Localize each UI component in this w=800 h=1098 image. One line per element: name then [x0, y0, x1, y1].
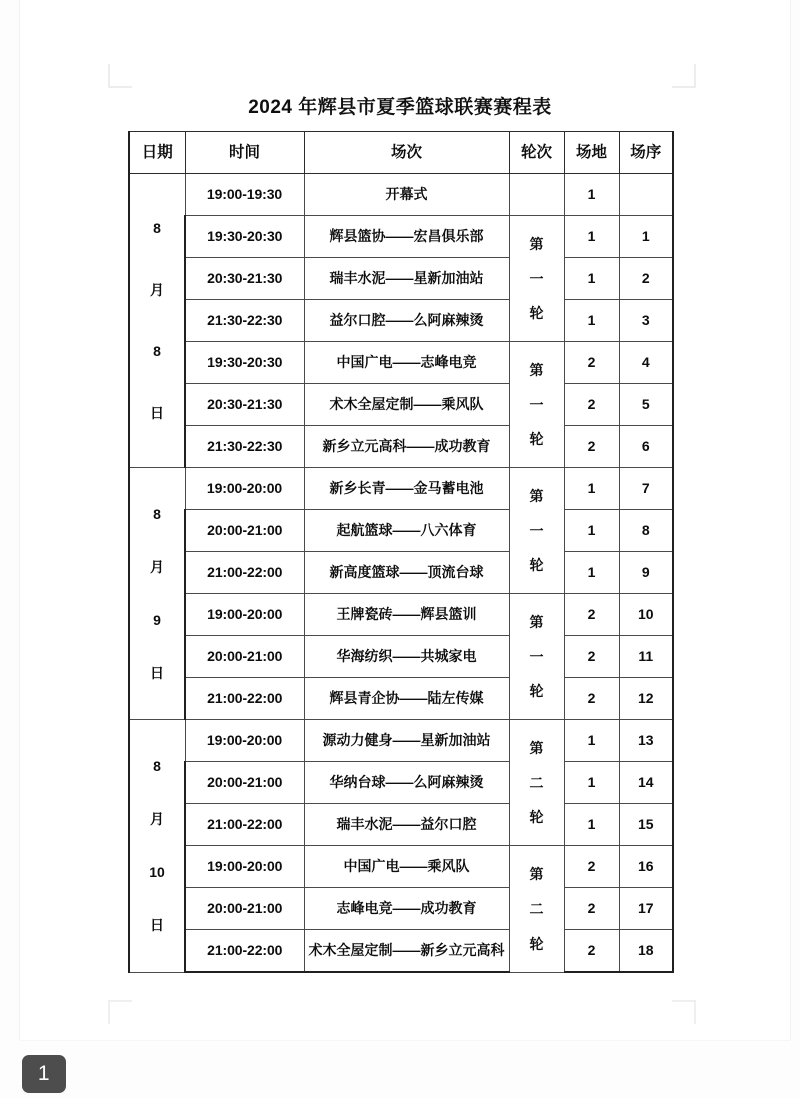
table-header — [129, 132, 673, 174]
cell-venue: 2 — [564, 426, 619, 468]
cell-round — [509, 846, 564, 973]
cell-order: 12 — [619, 678, 673, 720]
table-row — [129, 804, 673, 846]
cell-venue: 2 — [564, 342, 619, 384]
cell-order: 18 — [619, 930, 673, 973]
schedule-table — [128, 131, 674, 973]
cell-venue: 1 — [564, 468, 619, 510]
column-header-date: 日期 — [129, 132, 185, 174]
page-title: 2024 年辉县市夏季篮球联赛赛程表 — [248, 97, 552, 118]
cell-order: 6 — [619, 426, 673, 468]
cell-match: 王牌瓷砖——辉县篮训 — [304, 594, 509, 636]
cell-time: 21:30-22:30 — [185, 300, 304, 342]
cell-venue: 1 — [564, 720, 619, 762]
cell-venue: 2 — [564, 930, 619, 973]
cell-match: 瑞丰水泥——益尔口腔 — [304, 804, 509, 846]
cell-match: 华海纺织——共城家电 — [304, 636, 509, 678]
column-header-venue: 场地 — [564, 132, 619, 174]
column-header-time: 时间 — [185, 132, 304, 174]
table-row — [129, 216, 673, 258]
cell-time: 20:00-21:00 — [185, 888, 304, 930]
cell-round — [509, 342, 564, 468]
table-row — [129, 846, 673, 888]
column-header-round: 轮次 — [509, 132, 564, 174]
cell-order: 16 — [619, 846, 673, 888]
date-line: 日 — [150, 917, 164, 934]
table-row — [129, 720, 673, 762]
cell-round — [509, 216, 564, 342]
cell-round — [509, 468, 564, 594]
date-line: 10 — [149, 864, 165, 881]
cell-venue: 2 — [564, 846, 619, 888]
cell-round — [509, 594, 564, 720]
cell-order: 4 — [619, 342, 673, 384]
round-line: 二 — [529, 900, 544, 917]
cell-venue: 1 — [564, 552, 619, 594]
page-number-badge: 1 — [22, 1055, 66, 1093]
cell-time: 21:00-22:00 — [185, 930, 304, 973]
table-row — [129, 678, 673, 720]
cell-venue: 1 — [564, 300, 619, 342]
table-body — [129, 174, 673, 973]
round-line: 轮 — [529, 809, 544, 826]
cell-order — [619, 174, 673, 216]
cell-order: 5 — [619, 384, 673, 426]
round-line: 一 — [529, 522, 544, 539]
table-row — [129, 300, 673, 342]
cell-match: 新高度篮球——顶流台球 — [304, 552, 509, 594]
cell-time: 21:00-22:00 — [185, 804, 304, 846]
cell-match: 中国广电——志峰电竞 — [304, 342, 509, 384]
cell-venue: 1 — [564, 216, 619, 258]
date-line: 日 — [150, 404, 164, 421]
cell-order: 10 — [619, 594, 673, 636]
cell-match: 新乡长青——金马蓄电池 — [304, 468, 509, 510]
cell-venue: 1 — [564, 174, 619, 216]
cell-venue: 2 — [564, 636, 619, 678]
cell-match: 中国广电——乘风队 — [304, 846, 509, 888]
cell-time: 21:30-22:30 — [185, 426, 304, 468]
cell-time: 20:30-21:30 — [185, 384, 304, 426]
cell-match: 术木全屋定制——乘风队 — [304, 384, 509, 426]
cell-time: 19:00-19:30 — [185, 174, 304, 216]
cell-match: 源动力健身——星新加油站 — [304, 720, 509, 762]
cell-venue: 2 — [564, 678, 619, 720]
table-row — [129, 384, 673, 426]
date-line: 月 — [150, 811, 164, 828]
cell-venue: 1 — [564, 804, 619, 846]
cell-time: 21:00-22:00 — [185, 552, 304, 594]
cell-order: 3 — [619, 300, 673, 342]
cell-venue: 1 — [564, 258, 619, 300]
table-row — [129, 552, 673, 594]
round-line: 第 — [529, 865, 544, 882]
cell-match: 起航篮球——八六体育 — [304, 510, 509, 552]
cell-venue: 2 — [564, 594, 619, 636]
cell-match: 新乡立元高科——成功教育 — [304, 426, 509, 468]
round-line: 第 — [529, 361, 544, 378]
date-line: 8 — [153, 506, 161, 522]
round-line: 一 — [529, 396, 544, 413]
cell-match: 辉县青企协——陆左传媒 — [304, 678, 509, 720]
date-line: 月 — [150, 281, 164, 298]
round-line: 第 — [529, 235, 544, 252]
cell-order: 11 — [619, 636, 673, 678]
cell-time: 19:30-20:30 — [185, 342, 304, 384]
cell-time: 21:00-22:00 — [185, 678, 304, 720]
round-line: 第 — [529, 613, 544, 630]
table-row — [129, 636, 673, 678]
table-row — [129, 468, 673, 510]
cell-order: 13 — [619, 720, 673, 762]
cell-round — [509, 174, 564, 216]
cell-time: 19:30-20:30 — [185, 216, 304, 258]
column-header-match: 场次 — [304, 132, 509, 174]
round-line: 一 — [529, 648, 544, 665]
cell-venue: 1 — [564, 762, 619, 804]
cell-match: 开幕式 — [304, 174, 509, 216]
table-row — [129, 174, 673, 216]
cell-venue: 2 — [564, 888, 619, 930]
cell-order: 17 — [619, 888, 673, 930]
cell-match: 术木全屋定制——新乡立元高科 — [304, 930, 509, 973]
round-line: 轮 — [529, 935, 544, 952]
table-header-row — [129, 132, 673, 174]
date-line: 月 — [150, 559, 164, 575]
cell-round — [509, 720, 564, 846]
cell-order: 15 — [619, 804, 673, 846]
cell-order: 7 — [619, 468, 673, 510]
round-line: 二 — [529, 774, 544, 791]
cell-time: 19:00-20:00 — [185, 468, 304, 510]
cell-venue: 1 — [564, 510, 619, 552]
cell-date — [129, 468, 185, 720]
cell-time: 20:00-21:00 — [185, 762, 304, 804]
round-line: 轮 — [529, 305, 544, 322]
date-line: 日 — [150, 665, 164, 681]
cell-date — [129, 174, 185, 468]
cell-order: 8 — [619, 510, 673, 552]
date-line: 9 — [153, 612, 161, 628]
column-header-order: 场序 — [619, 132, 673, 174]
round-line: 轮 — [529, 431, 544, 448]
table-row — [129, 342, 673, 384]
table-row — [129, 594, 673, 636]
cell-time: 20:30-21:30 — [185, 258, 304, 300]
round-line: 第 — [529, 739, 544, 756]
cell-match: 辉县篮协——宏昌俱乐部 — [304, 216, 509, 258]
round-line: 轮 — [529, 557, 544, 574]
round-line: 第 — [529, 487, 544, 504]
cell-time: 20:00-21:00 — [185, 636, 304, 678]
cell-match: 志峰电竞——成功教育 — [304, 888, 509, 930]
table-row — [129, 510, 673, 552]
cell-match: 瑞丰水泥——星新加油站 — [304, 258, 509, 300]
table-row — [129, 762, 673, 804]
cell-time: 19:00-20:00 — [185, 846, 304, 888]
table-row — [129, 930, 673, 973]
cell-time: 20:00-21:00 — [185, 510, 304, 552]
table-row — [129, 426, 673, 468]
date-line: 8 — [153, 343, 161, 360]
cell-match: 益尔口腔——么阿麻辣烫 — [304, 300, 509, 342]
cell-order: 1 — [619, 216, 673, 258]
cell-match: 华纳台球——么阿麻辣烫 — [304, 762, 509, 804]
cell-order: 2 — [619, 258, 673, 300]
cell-time: 19:00-20:00 — [185, 594, 304, 636]
date-line: 8 — [153, 220, 161, 237]
cell-date — [129, 720, 185, 973]
round-line: 一 — [529, 270, 544, 287]
date-line: 8 — [153, 758, 161, 775]
table-row — [129, 258, 673, 300]
round-line: 轮 — [529, 683, 544, 700]
cell-time: 19:00-20:00 — [185, 720, 304, 762]
cell-order: 9 — [619, 552, 673, 594]
cell-venue: 2 — [564, 384, 619, 426]
cell-order: 14 — [619, 762, 673, 804]
table-row — [129, 888, 673, 930]
